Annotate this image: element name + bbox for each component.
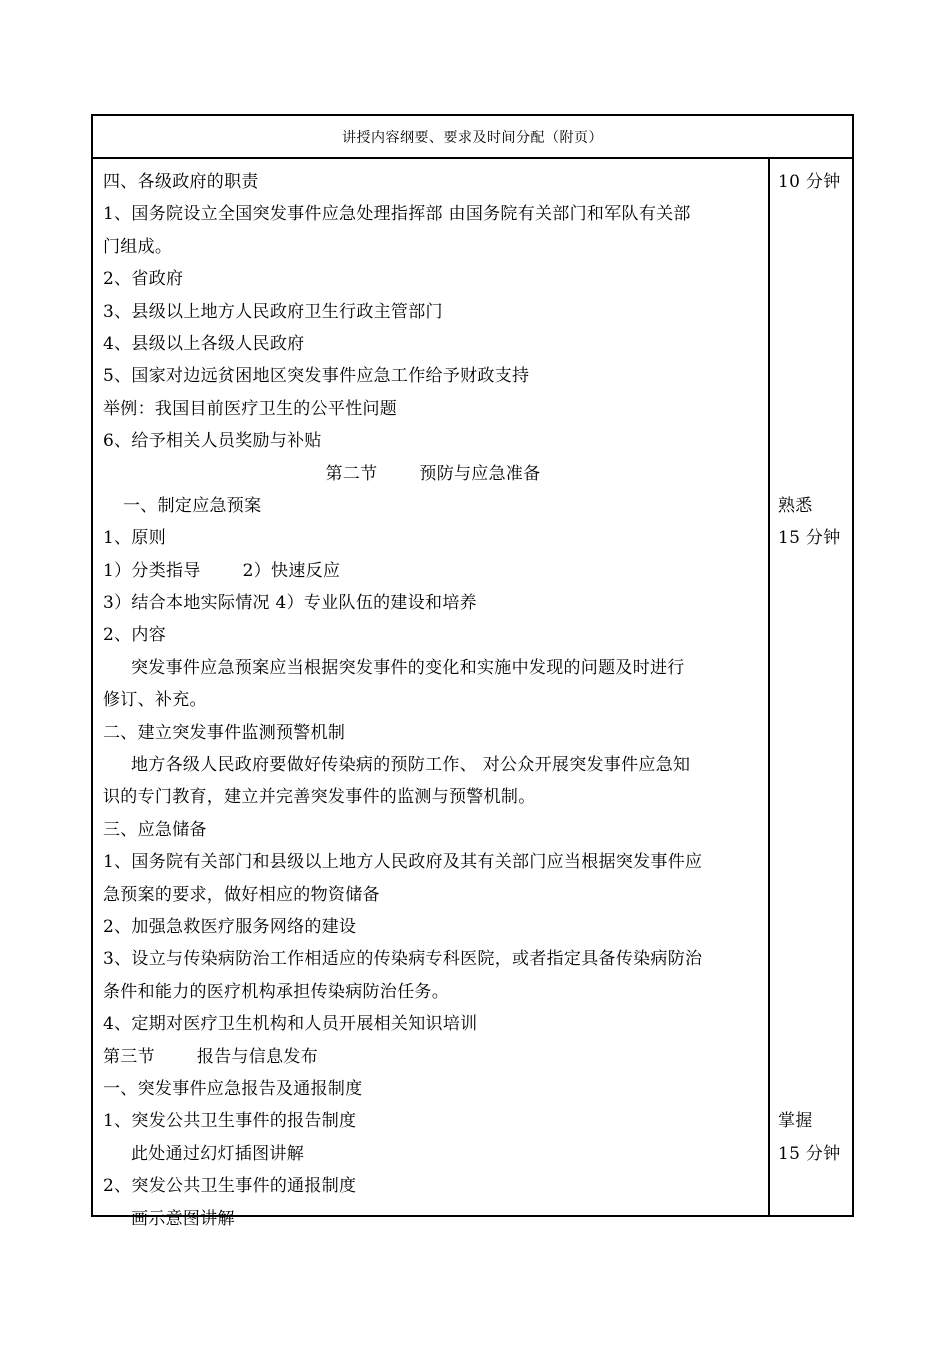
list-item: 1、国务院设立全国突发事件应急处理指挥部 由国务院有关部门和军队有关部 (103, 204, 691, 225)
content-column (103, 166, 763, 1235)
section-heading: 二、建立突发事件监测预警机制 (103, 722, 346, 743)
time-allocation: 15 分钟 (778, 1143, 841, 1164)
list-item: 6、给予相关人员奖励与补贴 (103, 431, 322, 452)
list-item: 3、县级以上地方人民政府卫生行政主管部门 (103, 301, 443, 322)
section-number: 第三节 (103, 1046, 155, 1067)
example-line: 举例：我国目前医疗卫生的公平性问题 (103, 398, 398, 419)
paragraph-line: 突发事件应急预案应当根据突发事件的变化和实施中发现的问题及时进行 (131, 657, 685, 678)
table-header-title: 讲授内容纲要、要求及时间分配（附页） (342, 129, 603, 146)
time-allocation: 10 分钟 (778, 172, 841, 192)
section-heading: 一、制定应急预案 (123, 495, 262, 516)
list-item: 2、加强急救医疗服务网络的建设 (103, 916, 357, 937)
list-item: 5、国家对边远贫困地区突发事件应急工作给予财政支持 (103, 366, 530, 387)
teaching-note: 此处通过幻灯插图讲解 (131, 1143, 304, 1164)
principle-row (103, 555, 763, 587)
list-item: 2、省政府 (103, 269, 184, 290)
time-allocation-column (778, 166, 848, 1170)
column-divider (768, 159, 770, 1215)
table-header (93, 116, 852, 159)
principle-item: 1）分类指导 (103, 560, 201, 581)
section-number: 第二节 (325, 463, 378, 484)
principle-row: 3）结合本地实际情况 4）专业队伍的建设和培养 (103, 593, 477, 614)
requirement-level: 熟悉 (778, 495, 813, 516)
lecture-outline-table (91, 114, 854, 1229)
section-title: 报告与信息发布 (196, 1046, 319, 1067)
list-item: 2、突发公共卫生事件的通报制度 (103, 1176, 357, 1197)
requirement-level: 掌握 (778, 1111, 813, 1132)
section-heading: 一、突发事件应急报告及通报制度 (103, 1078, 363, 1099)
list-item: 1、原则 (103, 528, 167, 549)
paragraph-line: 修订、补充。 (103, 690, 207, 711)
list-item-continued: 条件和能力的医疗机构承担传染病防治任务。 (103, 981, 449, 1002)
list-item: 1、国务院有关部门和县级以上地方人民政府及其有关部门应当根据突发事件应 (103, 852, 703, 873)
paragraph-line: 地方各级人民政府要做好传染病的预防工作、 对公众开展突发事件应急知 (131, 755, 691, 776)
list-item: 3、设立与传染病防治工作相适应的传染病专科医院，或者指定具备传染病防治 (103, 949, 703, 970)
chapter-section-heading (103, 1041, 763, 1073)
list-item-continued: 门组成。 (103, 236, 173, 257)
time-allocation: 15 分钟 (778, 528, 841, 549)
list-item: 4、县级以上各级人民政府 (103, 333, 305, 354)
list-item: 1、突发公共卫生事件的报告制度 (103, 1111, 357, 1132)
list-item: 4、定期对医疗卫生机构和人员开展相关知识培训 (103, 1014, 478, 1035)
teaching-note: 画示意图讲解 (131, 1208, 235, 1229)
principle-item: 2）快速反应 (242, 560, 341, 581)
paragraph-line: 识的专门教育，建立并完善突发事件的监测与预警机制。 (103, 787, 536, 808)
section-title: 预防与应急准备 (419, 463, 541, 484)
list-item-continued: 急预案的要求，做好相应的物资储备 (103, 884, 380, 905)
section-heading: 四、各级政府的职责 (103, 172, 259, 192)
chapter-section-heading (103, 458, 763, 490)
section-heading: 三、应急储备 (103, 819, 207, 840)
list-item: 2、内容 (103, 625, 167, 646)
